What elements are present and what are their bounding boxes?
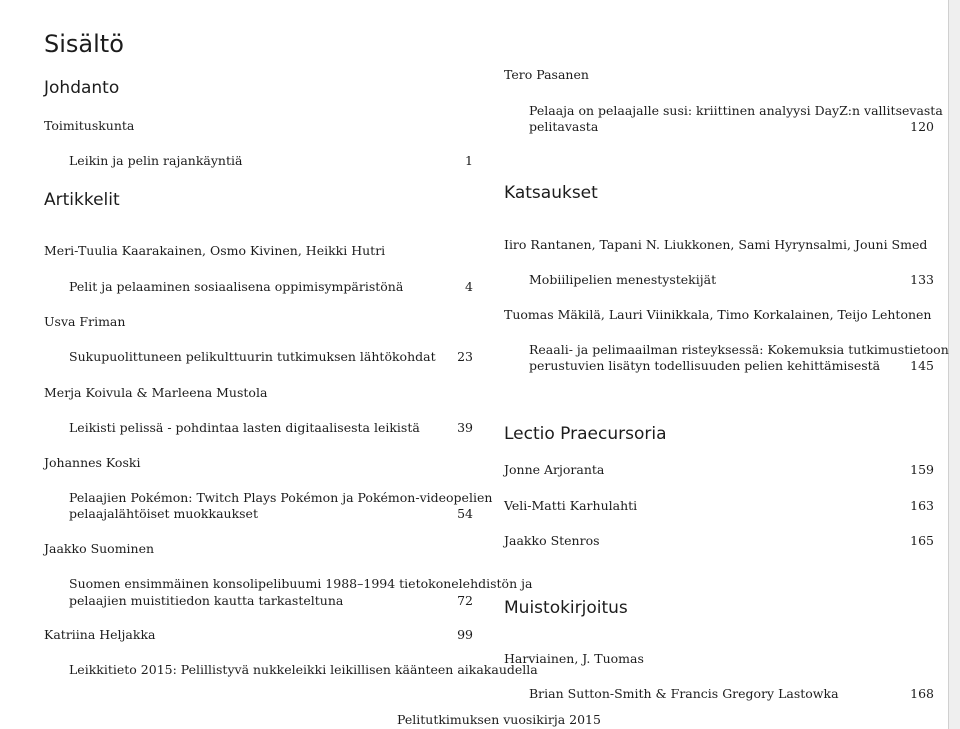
- toc-entry-title[interactable]: Mobiilipelien menestystekijät: [529, 272, 717, 287]
- toc-entry-title-line2[interactable]: pelaajien muistitiedon kautta tarkasteltuna: [69, 593, 344, 608]
- toc-entry-title-line2[interactable]: pelaajalähtöiset muokkaukset: [69, 506, 258, 521]
- toc-entry-title[interactable]: Pelit ja pelaaminen sosiaalisena oppimisympäristönä: [69, 279, 404, 294]
- toc-entry-title-line1[interactable]: Pelaaja on pelaajalle susi: kriittinen analyysi DayZ:n vallitsevasta: [529, 103, 943, 118]
- page-number: 54: [457, 506, 473, 521]
- toc-entry-title-line1[interactable]: Reaali- ja pelimaailman risteyksessä: Kokemuksia tutkimustietoon: [529, 342, 949, 357]
- author-line[interactable]: Veli-Matti Karhulahti: [504, 498, 638, 513]
- page-number: 145: [910, 358, 934, 373]
- toc-entry-title[interactable]: Leikkitieto 2015: Pelillistyvä nukkeleikki leikillisen käänteen aikakaudella: [69, 662, 538, 677]
- author-line[interactable]: Jonne Arjoranta: [504, 462, 605, 477]
- page-edge: [948, 0, 960, 729]
- section-heading-muistokirjoitus: Muistokirjoitus: [504, 598, 628, 618]
- toc-entry-title[interactable]: Leikisti pelissä - pohdintaa lasten digitaalisesta leikistä: [69, 420, 420, 435]
- page-footer: Pelitutkimuksen vuosikirja 2015: [397, 712, 601, 727]
- author-line: Merja Koivula & Marleena Mustola: [44, 385, 268, 400]
- author-line: Tero Pasanen: [504, 67, 589, 82]
- page-number: 99: [457, 627, 473, 642]
- author-line: Katriina Heljakka: [44, 627, 156, 642]
- section-heading-katsaukset: Katsaukset: [504, 183, 598, 203]
- section-heading-johdanto: Johdanto: [44, 78, 120, 98]
- page-number: 133: [910, 272, 934, 287]
- toc-entry-title[interactable]: Brian Sutton-Smith & Francis Gregory Lastowka: [529, 686, 839, 701]
- page-number: 4: [465, 279, 473, 294]
- page-number: 1: [465, 153, 473, 168]
- section-heading-artikkelit: Artikkelit: [44, 190, 120, 210]
- page-number: 39: [457, 420, 473, 435]
- toc-entry-title[interactable]: Leikin ja pelin rajankäyntiä: [69, 153, 243, 168]
- toc-title: Sisältö: [44, 30, 124, 58]
- toc-entry-title[interactable]: Sukupuolittuneen pelikulttuurin tutkimuksen lähtökohdat: [69, 349, 436, 364]
- author-line: Johannes Koski: [44, 455, 141, 470]
- page-number: 159: [910, 462, 934, 477]
- author-line[interactable]: Jaakko Stenros: [504, 533, 600, 548]
- toc-entry-title-line2[interactable]: pelitavasta: [529, 119, 599, 134]
- author-line: Iiro Rantanen, Tapani N. Liukkonen, Sami Hyrynsalmi, Jouni Smed: [504, 237, 928, 252]
- page-number: 165: [910, 533, 934, 548]
- page-number: 23: [457, 349, 473, 364]
- author-line: Usva Friman: [44, 314, 126, 329]
- page-number: 72: [457, 593, 473, 608]
- page-number: 163: [910, 498, 934, 513]
- toc-entry-title-line1[interactable]: Pelaajien Pokémon: Twitch Plays Pokémon ja Pokémon-videopelien: [69, 490, 493, 505]
- author-line: Tuomas Mäkilä, Lauri Viinikkala, Timo Korkalainen, Teijo Lehtonen: [504, 307, 932, 322]
- page-number: 120: [910, 119, 934, 134]
- page-number: 168: [910, 686, 934, 701]
- toc-entry-title-line1[interactable]: Suomen ensimmäinen konsolipelibuumi 1988–1994 tietokonelehdistön ja: [69, 576, 533, 591]
- section-heading-lectio-praecursoria: Lectio Praecursoria: [504, 424, 667, 444]
- author-line: Harviainen, J. Tuomas: [504, 651, 644, 666]
- author-line: Toimituskunta: [44, 118, 135, 133]
- author-line: Meri-Tuulia Kaarakainen, Osmo Kivinen, Heikki Hutri: [44, 243, 386, 258]
- author-line: Jaakko Suominen: [44, 541, 155, 556]
- toc-entry-title-line2[interactable]: perustuvien lisätyn todellisuuden pelien kehittämisestä: [529, 358, 881, 373]
